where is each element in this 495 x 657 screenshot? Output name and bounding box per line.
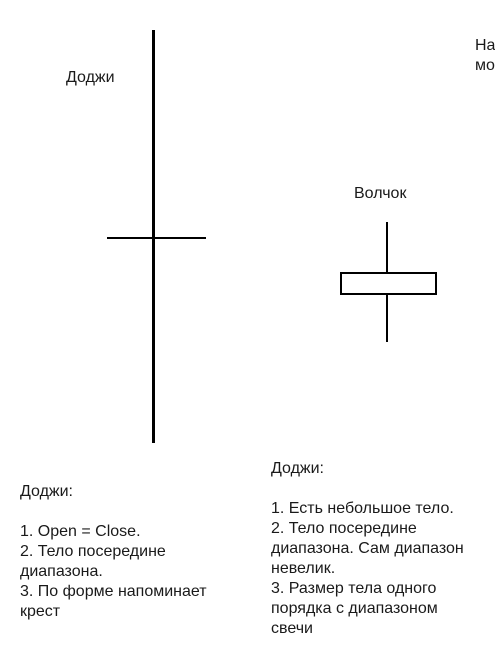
spinning-top-body (340, 272, 437, 295)
spinning-top-label: Волчок (354, 185, 407, 202)
spinning-top-lower-wick (386, 294, 388, 342)
corner-text-line-1: На (475, 37, 495, 54)
doji-note-line: 2. Тело посередине (20, 543, 166, 560)
doji-note-line: 3. По форме напоминает (20, 583, 207, 600)
doji-note-line: диапазона. (20, 563, 103, 580)
doji-note-line: 1. Open = Close. (20, 523, 141, 540)
doji-body-line (107, 237, 206, 239)
spinning-top-notes-heading: Доджи: (271, 460, 324, 477)
spinning-top-note-line: порядка с диапазоном (271, 600, 438, 617)
spinning-top-note-line: 3. Размер тела одного (271, 580, 437, 597)
corner-text-line-2: мо (475, 57, 495, 74)
spinning-top-note-line: 2. Тело посередине (271, 520, 417, 537)
spinning-top-note-line: 1. Есть небольшое тело. (271, 500, 454, 517)
doji-note-line: крест (20, 603, 61, 620)
doji-label: Доджи (66, 69, 115, 86)
spinning-top-upper-wick (386, 222, 388, 273)
spinning-top-note-line: свечи (271, 620, 313, 637)
spinning-top-notes (271, 459, 464, 639)
spinning-top-note-line: невелик. (271, 560, 336, 577)
doji-notes (20, 482, 207, 622)
spinning-top-note-line: диапазона. Сам диапазон (271, 540, 464, 557)
doji-notes-heading: Доджи: (20, 483, 73, 500)
